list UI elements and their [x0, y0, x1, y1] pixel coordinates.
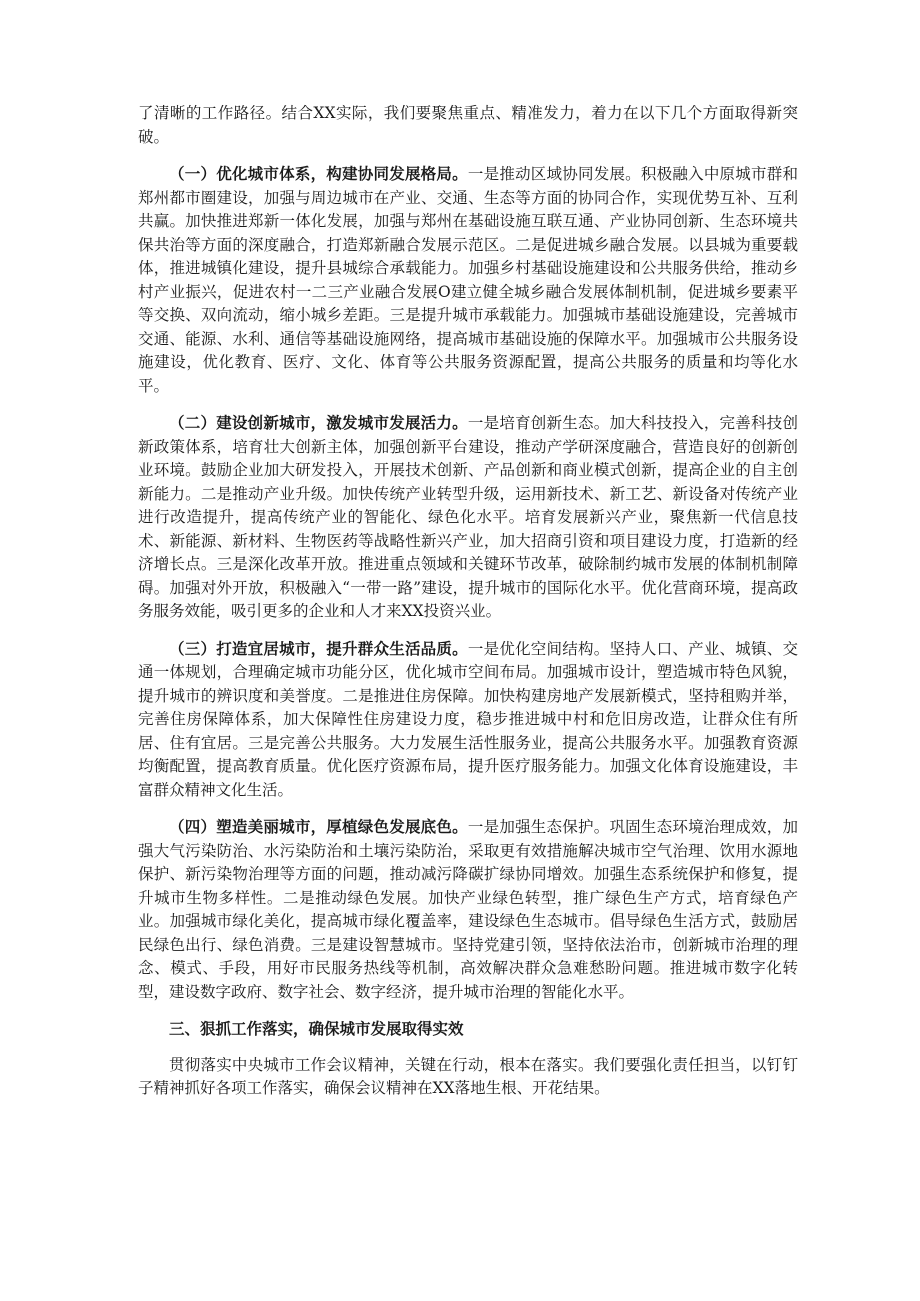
section-2-paragraph [138, 411, 798, 624]
section-1-body: 一是推动区域协同发展。积极融入中原城市群和郑州都市圈建设，加强与周边城市在产业、交通、生态等方面的协同合作，实现优势互补、互利共赢。加快推进郑新一体化发展，加强与郑州在基础设施互联互通、产业协同创新、生态环境共保共治等方面的深度融合，打造郑新融合发展示范区。二是促进城乡融合发展。以县城为重要载体，推进城镇化建设，提升县城综合承载能力。加强乡村基础设施建设和公共服务供给，推动乡村产业振兴，促进农村一二三产业融合发展O建立健全城乡融合发展体制机制，促进城乡要素平等交换、双向流动，缩小城乡差距。三是提升城市承载能力。加强城市基础设施建设，完善城市交通、能源、水利、通信等基础设施网络，提高城市基础设施的保障水平。加强城市公共服务设施建设，优化教育、医疗、文化、体育等公共服务资源配置，提高公共服务的质量和均等化水平。 [138, 165, 798, 395]
section-1-title: （一）优化城市体系，构建协同发展格局。 [169, 164, 468, 183]
intro-paragraph: 了清晰的工作路径。结合XX实际，我们要聚焦重点、精准发力，着力在以下几个方面取得新突破。 [138, 104, 798, 146]
section-3-title: （三）打造宜居城市，提升群众生活品质。 [169, 638, 468, 658]
section-3-body: 一是优化空间结构。坚持人口、产业、城镇、交通一体规划，合理确定城市功能分区，优化城市空间布局。加强城市设计，塑造城市特色风貌，提升城市的辨识度和美誉度。二是推进住房保障。加快构建房地产发展新模式，坚持租购并举，完善住房保障体系，加大保障性住房建设力度，稳步推进城中村和危旧房改造，让群众住有所居、住有宜居。三是完善公共服务。大力发展生活性服务业，提高公共服务水平。加强教育资源均衡配置，提高教育质量。优化医疗资源布局，提升医疗服务能力。加强文化体育设施建设，丰富群众精神文化生活。 [138, 639, 798, 799]
section-4-body: 一是加强生态保护。巩固生态环境治理成效，加强大气污染防治、水污染防治和土壤污染防治，采取更有效措施解决城市空气治理、饮用水源地保护、新污染物治理等方面的问题，推动减污降碳扩绿协同增效。加强生态系统保护和修复，提升城市生物多样性。二是推动绿色发展。加快产业绿色转型，推广绿色生产方式，培育绿色产业。加强城市绿化美化，提高城市绿化覆盖率，建设绿色生态城市。倡导绿色生活方式，鼓励居民绿色出行、绿色消费。三是建设智慧城市。坚持党建引领，坚持依法治市，创新城市治理的理念、模式、手段，用好市民服务热线等机制，高效解决群众急难愁盼问题。推进城市数字化转型，建设数字政府、数字社会、数字经济，提升城市治理的智能化水平。 [138, 818, 798, 1001]
section-1-paragraph [138, 162, 798, 398]
section-3-paragraph [138, 637, 798, 803]
section-2-body: 一是培育创新生态。加大科技投入，完善科技创新政策体系，培育壮大创新主体，加强创新平台建设，推动产学研深度融合，营造良好的创新创业环境。鼓励企业加大研发投入，开展技术创新、产品创新和商业模式创新，提高企业的自主创新能力。二是推动产业升级。加快传统产业转型升级，运用新技术、新工艺、新设备对传统产业进行改造提升，提高传统产业的智能化、绿色化水平。培育发展新兴产业，聚焦新一代信息技术、新能源、新材料、生物医药等战略性新兴产业，加大招商引资和项目建设力度，打造新的经济增长点。三是深化改革开放。推进重点领域和关键环节改革，破除制约城市发展的体制机制障碍。加强对外开放，积极融入“一带一路”建设，提升城市的国际化水平。优化营商环境，提高政务服务效能，吸引更多的企业和人才来XX投资兴业。 [138, 414, 798, 620]
document-page [138, 102, 798, 1114]
section-4-paragraph [138, 815, 798, 1004]
closing-paragraph: 贯彻落实中央城市工作会议精神，关键在行动，根本在落实。我们要强化责任担当，以钉钉子精神抓好各项工作落实，确保会议精神在XX落地生根、开花结果。 [138, 1055, 798, 1097]
section-heading-3: 三、狠抓工作落实，确保城市发展取得实效 [169, 1019, 464, 1038]
section-4-title: （四）塑造美丽城市，厚植绿色发展底色。 [169, 817, 468, 836]
section-2-title: （二）建设创新城市，激发城市发展活力。 [169, 413, 468, 432]
